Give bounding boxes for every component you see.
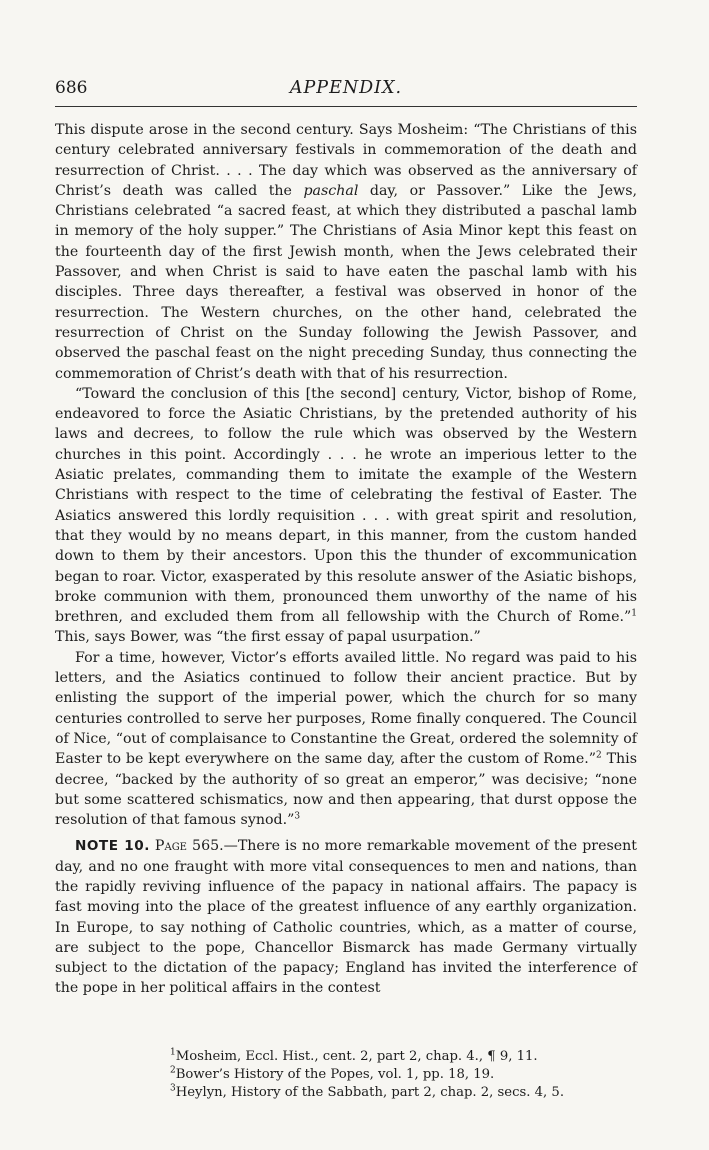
paragraph-1: This dispute arose in the second century. Says Mosheim: “The Christians of this century celebrated anniversary festivals in commemoration of the death and resurrection of Christ. . . . The day which was observed as the anniversary of Christ’s death was called the paschal day, or Passover.” Like the Jews, Christians celebrated “a sacred feast, at which they distributed a paschal lamb in memory of the holy supper.” The Christians of Asia Minor kept this feast on the fourteenth day of the first Jewish month, when the Jews celebrated their Passover, and when Christ is said to have eaten the paschal lamb with his disciples. Three days thereafter, a festival was observed in honor of the resurrection. The Western churches, on the other hand, celebrated the resurrection of Christ on the Sunday following the Jewish Passover, and observed the paschal feast on the night preceding Sunday, thus connecting the commemoration of Christ’s death with that of his resurrection.: [55, 122, 637, 382]
footnote-2: $^2$Bower’s History of the Popes, vol. 1, pp. 18, 19.: [170, 1065, 495, 1082]
note-10-paragraph: NOTE 10. Page 565.—There is no more remarkable movement of the present day, and no one fraught with more vital consequences to men and nations, than the rapidly reviving influence of the papacy in national affairs. The papacy is fast moving into the place of the greatest influence of any earthly organization. In Europe, to say nothing of Catholic countries, which, as a matter of course, are subject to the pope, Chancellor Bismarck has made Germany virtually subject to the dictation of the papacy; England has invited the interference of the pope in her political affairs in the contest: [55, 838, 637, 997]
footnotes: [170, 1048, 630, 1102]
note-label: NOTE 10.: [75, 838, 150, 855]
note-page-number: 565.: [186, 838, 224, 855]
footnote-3: $^3$Heylyn, History of the Sabbath, part 2, chap. 2, secs. 4, 5.: [170, 1083, 565, 1100]
footnote-ref-1: 1: [631, 608, 637, 619]
body-text: [55, 120, 637, 999]
page-header: [55, 78, 637, 102]
paragraph-2: “Toward the conclusion of this [the second] century, Victor, bishop of Rome, endeavored to force the Asiatic Christians, by the pretended authority of his laws and decrees, to follow the rule which was observed by the Western churches in this point. Accordingly . . . he wrote an imperious letter to the Asiatic prelates, commanding them to imitate the example of the Western Christians with respect to the time of celebrating the festival of Easter. The Asiatics answered this lordly requisition . . . with great spirit and resolution, that they would by no means depart, in this manner, from the custom handed down to them by their ancestors. Upon this the thunder of excommunication began to roar. Victor, exasperated by this resolute answer of the Asiatic bishops, broke communion with them, pronounced them unworthy of the name of his brethren, and excluded them from all fellowship with the Church of Rome.”$^1$ This, says Bower, was “the first essay of papal usurpation.”: [55, 385, 637, 646]
paragraph-3: For a time, however, Victor’s efforts availed little. No regard was paid to his letters, and the Asiatics continued to follow their ancient practice. But by enlisting the support of the imperial power, which the church for so many centuries controlled to serve her purposes, Rome finally conquered. The Council of Nice, “out of complaisance to Constantine the Great, ordered the solemnity of Easter to be kept everywhere on the same day, after the custom of Rome.”$^2$ This decree, “backed by the authority of so great an emperor,” was decisive; “none but some scattered schismatics, now and then appearing, that durst oppose the resolution of that famous synod.”$^3$: [55, 649, 637, 829]
running-head: APPENDIX.: [289, 78, 403, 98]
footnote-ref-2: 2: [596, 750, 602, 761]
header-rule: [55, 106, 637, 107]
page-number: 686: [55, 78, 88, 98]
italic-word: paschal: [303, 182, 359, 199]
footnote-ref-3: 3: [294, 811, 301, 822]
note-page-label: Page: [154, 838, 187, 855]
footnote-1: $^1$Mosheim, Eccl. Hist., cent. 2, part 2, chap. 4., ¶ 9, 11.: [170, 1047, 538, 1064]
